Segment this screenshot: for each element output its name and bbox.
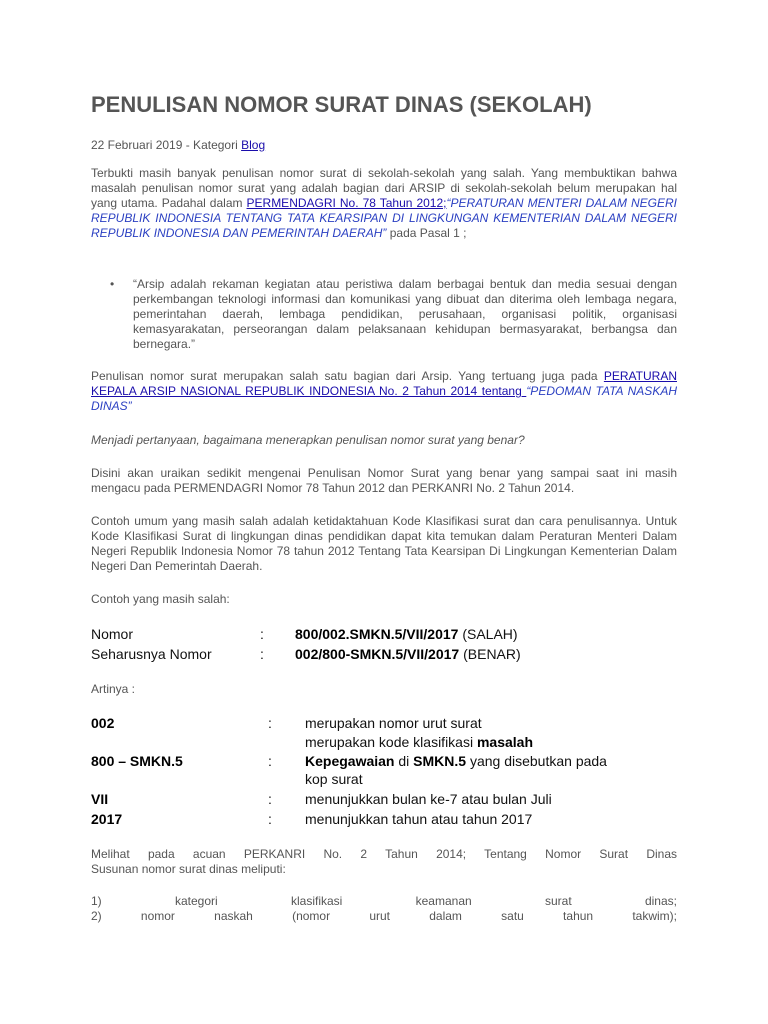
permendagri-title: “PERATURAN MENTERI DALAM NEGERI REPUBLIK INDONESIA TENTANG TATA KEARSIPAN DI LINGKUNGAN KEMENTERIAN DALAM NEGERI REPUBLIK INDONESIA DAN PEMERINTAH DAERAH” [91,196,678,240]
explanation-paragraph: Disini akan uraikan sedikit mengenai Penulisan Nomor Surat yang benar yang sampai saat ini masih mengacu pada PERMENDAGRI Nomor 78 Tahun 2012 dan PERKANRI No. 2 Tahun 2014. [91,466,677,495]
example-colon: : [260,646,264,662]
intro-paragraph [91,166,677,241]
arsip-definition-bullet: “Arsip adalah rekaman kegiatan atau peristiwa dalam berbagai bentuk dan media sesuai dengan perkembangan teknologi informasi dan komunikasi yang dibuat dan diterima oleh lembaga negara, pemerintahan daerah, lembaga pendidikan, perusahaan, organisasi politik, organisasi kemasyarakatan, perseorangan dalam pelaksanaan kehidupan bermasyarakat, berbangsa dan bernegara.” [133,277,677,351]
permendagri-link[interactable]: PERMENDAGRI No. 78 Tahun 2012; [246,196,447,210]
meaning-colon: : [268,715,272,731]
meaning-text: merupakan nomor urut surat [305,715,482,731]
list-item: 2) nomor naskah (nomor urut dalam satu tahun takwim); [91,909,677,923]
perkanri-line: Melihat pada acuan PERKANRI No. 2 Tahun 2014; Tentang Nomor Surat Dinas [91,847,677,861]
perka-anri-paragraph [91,369,677,414]
example-label-text: Nomor [91,626,134,642]
meaning-text: menunjukkan bulan ke-7 atau bulan Juli [305,791,552,807]
example-code: 002/800-SMKN.5/VII/2017 [295,646,460,662]
intro-suffix: pada Pasal 1 ; [389,226,467,240]
perka-anri-text: Penulisan nomor surat merupakan salah satu bagian dari Arsip. Yang tertuang juga pada [91,369,604,383]
post-meta [91,138,677,153]
meaning-key: 800 – SMKN.5 [91,753,183,769]
list-item: 1) kategori klasifikasi keamanan surat dinas; [91,894,677,908]
meaning-text: Kepegawaian di SMKN.5 yang disebutkan pada [305,753,607,769]
example-status: (SALAH) [458,626,518,642]
example-label: Contoh yang masih salah: [91,592,230,606]
meaning-colon: : [268,811,272,827]
question-text: Menjadi pertanyaan, bagaimana menerapkan penulisan nomor surat yang benar? [91,433,525,447]
meaning-colon: : [268,791,272,807]
example-status: (BENAR) [459,646,521,662]
meaning-colon: : [268,753,272,769]
perka-anri-link[interactable]: PERATURAN KEPALA ARSIP NASIONAL REPUBLIK INDONESIA No. 2 Tahun 2014 tentang [91,369,677,398]
perka-anri-title: “PEDOMAN TATA NASKAH DINAS” [91,384,677,413]
meaning-text: merupakan kode klasifikasi masalah [305,734,534,750]
example-label-text: Seharusnya Nomor [91,646,212,662]
category-link[interactable]: Blog [241,138,266,152]
page-title: PENULISAN NOMOR SURAT DINAS (SEKOLAH) [91,92,592,117]
post-date: 22 Februari 2019 - Kategori [91,138,242,152]
meaning-key: 002 [91,715,115,731]
meaning-text-continued: kop surat [305,771,363,787]
example-code: 800/002.SMKN.5/VII/2017 [295,626,459,642]
intro-text: Terbukti masih banyak penulisan nomor surat di sekolah-sekolah yang salah. Yang membuktikan bahwa masalah penulisan nomor surat yang adalah bagian dari ARSIP di sekolah-sekolah belum merupakan hal yang utama. Padahal dalam [91,166,677,210]
example-colon: : [260,626,264,642]
example-value [295,625,518,644]
example-value [295,645,521,664]
artinya-label: Artinya : [91,682,136,696]
bullet-dot: • [110,277,115,291]
klasifikasi-paragraph: Contoh umum yang masih salah adalah ketidaktahuan Kode Klasifikasi surat dan cara penulisannya. Untuk Kode Klasifikasi Surat di lingkungan dinas pendidikan dapat kita temukan dalam Peraturan Menteri Dalam Negeri Republik Indonesia Nomor 78 tahun 2012 Tentang Tata Kearsipan Di Lingkungan Kementerian Dalam Negeri Dan Pemerintah Daerah. [91,514,677,573]
meaning-key: VII [91,791,109,807]
meaning-key: 2017 [91,811,123,827]
susunan-line: Susunan nomor surat dinas meliputi: [91,862,286,876]
meaning-text: menunjukkan tahun atau tahun 2017 [305,811,533,827]
